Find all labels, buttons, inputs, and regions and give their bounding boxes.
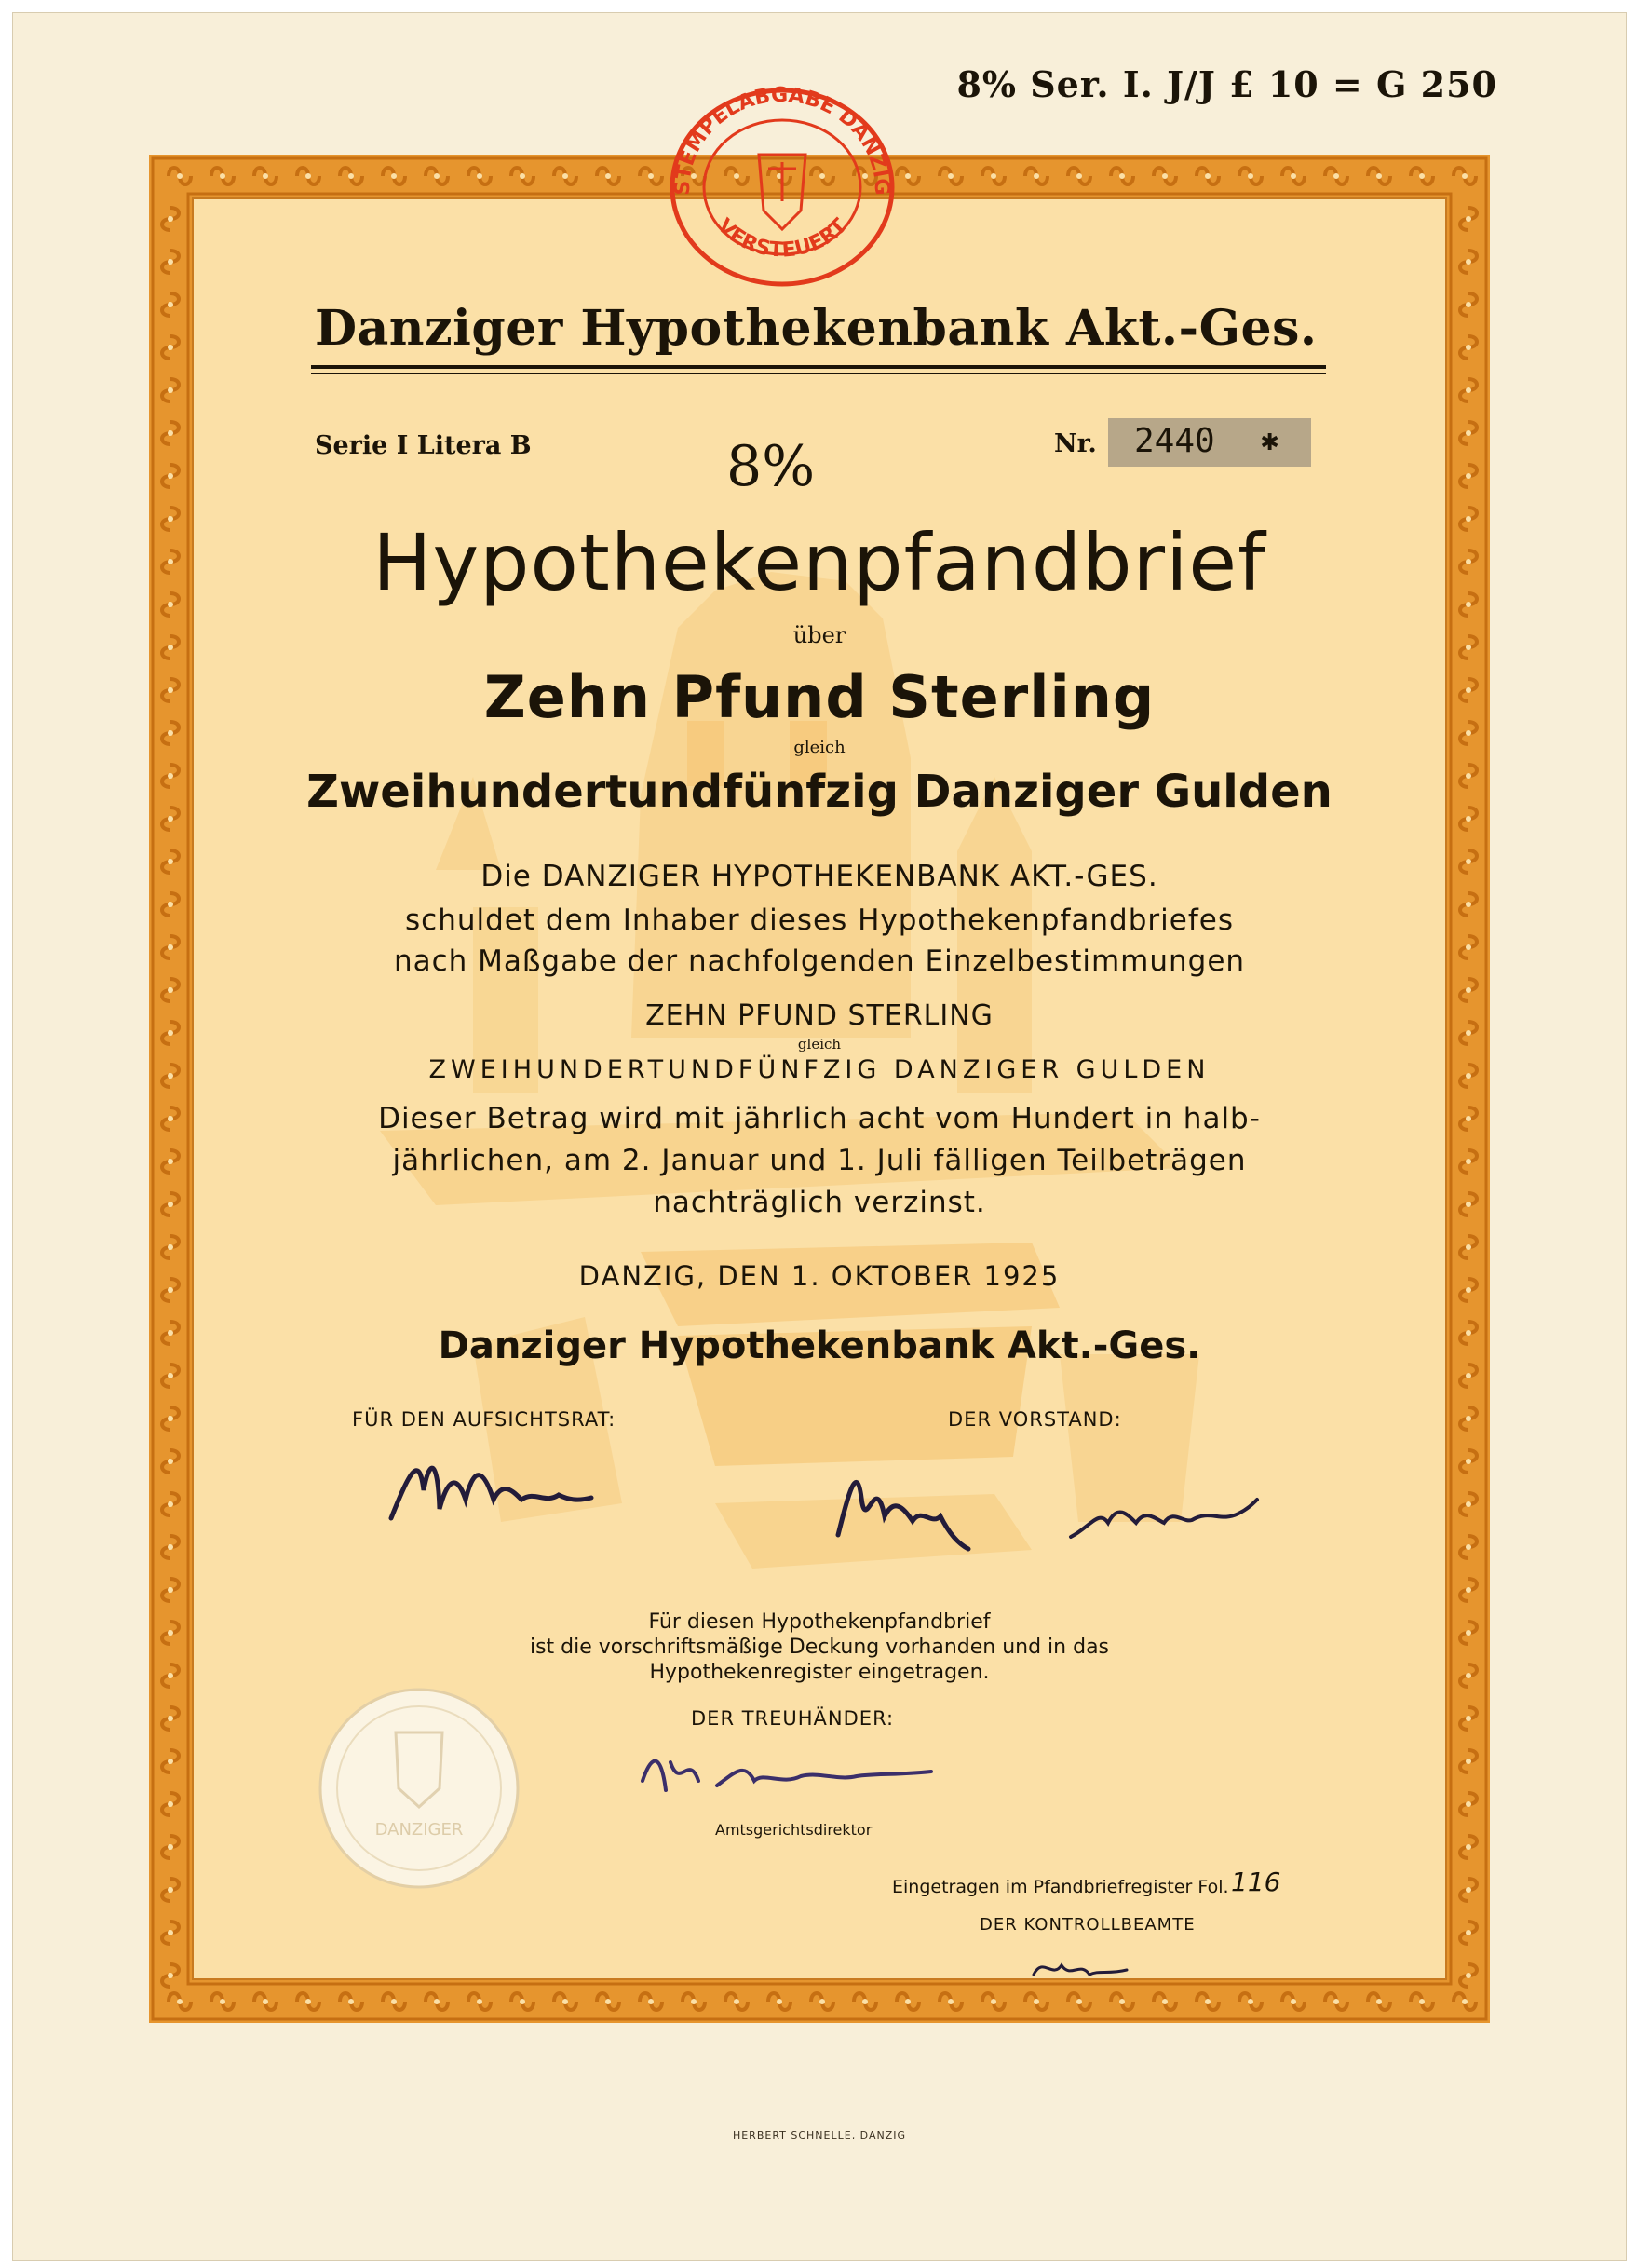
border-ornament (1460, 1150, 1477, 1173)
document-title: Hypothekenpfandbrief (372, 517, 1266, 608)
tax-stamp (661, 80, 903, 294)
border-ornament (162, 293, 179, 316)
border-ornament (940, 1993, 962, 2010)
border-ornament (1460, 1493, 1477, 1515)
border-ornament (254, 1993, 277, 2010)
border-ornament (1460, 722, 1477, 744)
border-ornament (1460, 1407, 1477, 1430)
border-ornament (254, 168, 277, 184)
border-ornament (1460, 1193, 1477, 1215)
number-label: Nr. (1054, 429, 1097, 458)
interest-percent: 8% (726, 434, 816, 499)
border-ornament (383, 168, 405, 184)
amount-caps-gleich: gleich (797, 1036, 842, 1053)
border-ornament (211, 1993, 234, 2010)
border-ornament (1411, 1993, 1433, 2010)
border-ornament (1325, 168, 1347, 184)
border-ornament (1460, 979, 1477, 1001)
interest-line-2: jährlichen, am 2. Januar und 1. Juli fälligen Teilbeträgen (392, 1144, 1247, 1177)
border-ornament (1460, 593, 1477, 616)
border-ornament (162, 1793, 179, 1815)
aufsichtsrat-label: FÜR DEN AUFSICHTSRAT: (352, 1408, 616, 1431)
border-ornament (1460, 1664, 1477, 1687)
gleich-label: gleich (793, 738, 846, 757)
border-ornament (162, 893, 179, 916)
border-ornament (1460, 1322, 1477, 1344)
border-ornament (1068, 168, 1090, 184)
amount-caps-line-2: ZWEIHUNDERTUNDFÜNFZIG DANZIGER GULDEN (428, 1055, 1211, 1084)
ueber-label: über (792, 622, 846, 648)
coverage-line-3: Hypothekenregister eingetragen. (649, 1661, 990, 1684)
embossed-seal (317, 1686, 521, 1891)
signature-aufsichtsrat (382, 1434, 605, 1537)
amount-pound-sterling: Zehn Pfund Sterling (483, 663, 1156, 731)
body-text-line-1: Die DANZIGER HYPOTHEKENBANK AKT.-GES. (480, 860, 1158, 893)
border-ornament (162, 593, 179, 616)
border-ornament (162, 1707, 179, 1730)
border-ornament (854, 1993, 876, 2010)
border-ornament (162, 722, 179, 744)
coverage-line-2: ist die vorschriftsmäßige Deckung vorhanden und in das (529, 1636, 1110, 1659)
border-ornament (383, 1993, 405, 2010)
border-ornament (162, 808, 179, 830)
border-ornament (1111, 1993, 1133, 2010)
border-ornament (162, 422, 179, 444)
border-ornament (1282, 1993, 1305, 2010)
border-ornament (1368, 1993, 1390, 2010)
border-ornament (162, 465, 179, 487)
border-ornament (211, 168, 234, 184)
border-ornament (1460, 1879, 1477, 1901)
border-ornament (162, 251, 179, 273)
border-ornament (162, 508, 179, 530)
border-ornament (1239, 1993, 1262, 2010)
border-ornament (554, 1993, 576, 2010)
border-ornament (1325, 1993, 1347, 2010)
border-ornament (1460, 251, 1477, 273)
treuhaender-title: Amtsgerichtsdirektor (715, 1821, 873, 1839)
seal-text: DANZIGER (374, 1820, 464, 1840)
border-ornament (940, 168, 962, 184)
border-ornament (162, 850, 179, 873)
border-ornament (1460, 379, 1477, 401)
border-ornament (1460, 508, 1477, 530)
border-ornament (1460, 1579, 1477, 1601)
border-ornament (1460, 1236, 1477, 1258)
signature-kontrollbeamte (1024, 1937, 1155, 1993)
border-ornament (162, 765, 179, 787)
stamp-top-text: STEMPELABGABE DANZIG (670, 83, 894, 197)
border-ornament (725, 1993, 748, 2010)
border-ornament (897, 1993, 919, 2010)
signature-treuhaender (633, 1734, 940, 1809)
border-ornament (162, 1493, 179, 1515)
border-ornament (162, 208, 179, 230)
border-ornament (162, 1622, 179, 1644)
border-ornament (1460, 1793, 1477, 1815)
border-ornament (162, 1836, 179, 1858)
border-ornament (1460, 893, 1477, 916)
border-ornament (1154, 1993, 1176, 2010)
serial-number-box (1108, 418, 1311, 467)
border-ornament (1068, 1993, 1090, 2010)
border-ornament (1154, 168, 1176, 184)
border-ornament (340, 1993, 362, 2010)
border-ornament (1111, 168, 1133, 184)
border-ornament (1460, 1279, 1477, 1301)
border-ornament (162, 379, 179, 401)
border-ornament (1025, 168, 1048, 184)
border-ornament (162, 1322, 179, 1344)
border-ornament (426, 168, 448, 184)
border-ornament (162, 1879, 179, 1901)
border-ornament (1460, 422, 1477, 444)
border-ornament (640, 168, 662, 184)
border-ornament (162, 1279, 179, 1301)
border-ornament (554, 168, 576, 184)
border-ornament (340, 168, 362, 184)
title-rule-top (311, 365, 1326, 369)
border-ornament (1025, 1993, 1048, 2010)
amount-caps-line-1: ZEHN PFUND STERLING (645, 999, 994, 1032)
border-ornament (162, 1579, 179, 1601)
border-ornament (162, 1536, 179, 1558)
number-mark: ✱ (1261, 422, 1279, 457)
border-ornament (1454, 168, 1476, 184)
border-ornament (1460, 765, 1477, 787)
border-ornament (468, 1993, 491, 2010)
border-ornament (162, 1365, 179, 1387)
kontrollbeamte-label: DER KONTROLLBEAMTE (980, 1915, 1196, 1935)
register-line: Eingetragen im Pfandbriefregister Fol. (892, 1877, 1229, 1897)
border-ornament (1460, 550, 1477, 573)
border-ornament (1460, 636, 1477, 659)
border-ornament (1460, 1065, 1477, 1087)
bank-name-title: Danziger Hypothekenbank Akt.-Ges. (315, 300, 1318, 357)
border-ornament (162, 636, 179, 659)
border-ornament (1460, 1365, 1477, 1387)
border-ornament (162, 1964, 179, 1987)
border-ornament (1411, 168, 1433, 184)
border-ornament (1239, 168, 1262, 184)
interest-line-1: Dieser Betrag wird mit jährlich acht vom Hundert in halb- (378, 1102, 1261, 1135)
border-ornament (1454, 1993, 1476, 2010)
border-ornament (1460, 1922, 1477, 1944)
border-ornament (1282, 168, 1305, 184)
border-ornament (597, 168, 619, 184)
title-rule-bottom (311, 373, 1326, 374)
border-ornament (297, 168, 319, 184)
body-text-line-2: schuldet dem Inhaber dieses Hypothekenpfandbriefes (405, 903, 1234, 937)
border-ornament (982, 168, 1005, 184)
interest-line-3: nachträglich verzinst. (653, 1186, 986, 1219)
border-ornament (1460, 850, 1477, 873)
serial-number: 2440 (1134, 422, 1215, 460)
svg-text:VERSTEUERT (712, 214, 851, 262)
border-ornament (1460, 465, 1477, 487)
border-ornament (1460, 1107, 1477, 1130)
bank-name-signature-block: Danziger Hypothekenbank Akt.-Ges. (438, 1324, 1201, 1367)
border-ornament (1197, 168, 1219, 184)
border-ornament (162, 1022, 179, 1044)
border-ornament (1460, 208, 1477, 230)
border-ornament (162, 1922, 179, 1944)
border-ornament (1460, 1622, 1477, 1644)
border-ornament (1368, 168, 1390, 184)
border-ornament (511, 1993, 534, 2010)
border-ornament (1460, 293, 1477, 316)
serie-label: Serie I Litera B (315, 431, 532, 460)
border-ornament (162, 1150, 179, 1173)
border-ornament (169, 168, 191, 184)
border-ornament (1460, 1707, 1477, 1730)
border-ornament (597, 1993, 619, 2010)
border-ornament (162, 936, 179, 958)
register-number: 116 (1231, 1867, 1281, 1897)
border-ornament (1460, 808, 1477, 830)
coverage-line-1: Für diesen Hypothekenpfandbrief (648, 1610, 991, 1634)
issue-date: DANZIG, DEN 1. OKTOBER 1925 (578, 1260, 1061, 1292)
border-ornament (297, 1993, 319, 2010)
border-ornament (811, 1993, 833, 2010)
body-text-line-3: nach Maßgabe der nachfolgenden Einzelbestimmungen (393, 944, 1246, 978)
border-ornament (1460, 679, 1477, 701)
border-ornament (1460, 1836, 1477, 1858)
border-ornament (162, 1193, 179, 1215)
stamp-bottom-text: VERSTEUERT (712, 214, 852, 263)
border-ornament (162, 1664, 179, 1687)
border-ornament (1460, 1964, 1477, 1987)
border-ornament (162, 1407, 179, 1430)
border-ornament (1460, 1536, 1477, 1558)
border-ornament (1460, 1022, 1477, 1044)
series-note: 8% Ser. I. J/J £ 10 = G 250 (956, 63, 1497, 105)
border-ornament (468, 168, 491, 184)
border-ornament (640, 1993, 662, 2010)
border-ornament (982, 1993, 1005, 2010)
signature-vorstand-2 (1062, 1472, 1266, 1555)
border-ornament (162, 1107, 179, 1130)
border-ornament (426, 1993, 448, 2010)
printer-imprint: HERBERT SCHNELLE, DANZIG (732, 2129, 907, 2141)
border-ornament (1460, 336, 1477, 359)
amount-danzig-gulden: Zweihundertundfünfzig Danziger Gulden (306, 766, 1333, 818)
vorstand-label: DER VORSTAND: (948, 1408, 1122, 1431)
border-ornament (162, 1236, 179, 1258)
border-ornament (511, 168, 534, 184)
border-ornament (162, 979, 179, 1001)
treuhaender-label: DER TREUHÄNDER: (691, 1707, 895, 1730)
border-ornament (162, 1450, 179, 1473)
border-ornament (768, 1993, 791, 2010)
border-ornament (162, 336, 179, 359)
border-ornament (1460, 1750, 1477, 1772)
border-ornament (169, 1993, 191, 2010)
border-ornament (162, 1065, 179, 1087)
border-ornament (1460, 1450, 1477, 1473)
border-ornament (162, 1750, 179, 1772)
border-ornament (162, 550, 179, 573)
border-ornament (1460, 936, 1477, 958)
border-ornament (683, 1993, 705, 2010)
border-ornament (1197, 1993, 1219, 2010)
border-ornament (162, 679, 179, 701)
signature-vorstand-1 (819, 1442, 987, 1563)
